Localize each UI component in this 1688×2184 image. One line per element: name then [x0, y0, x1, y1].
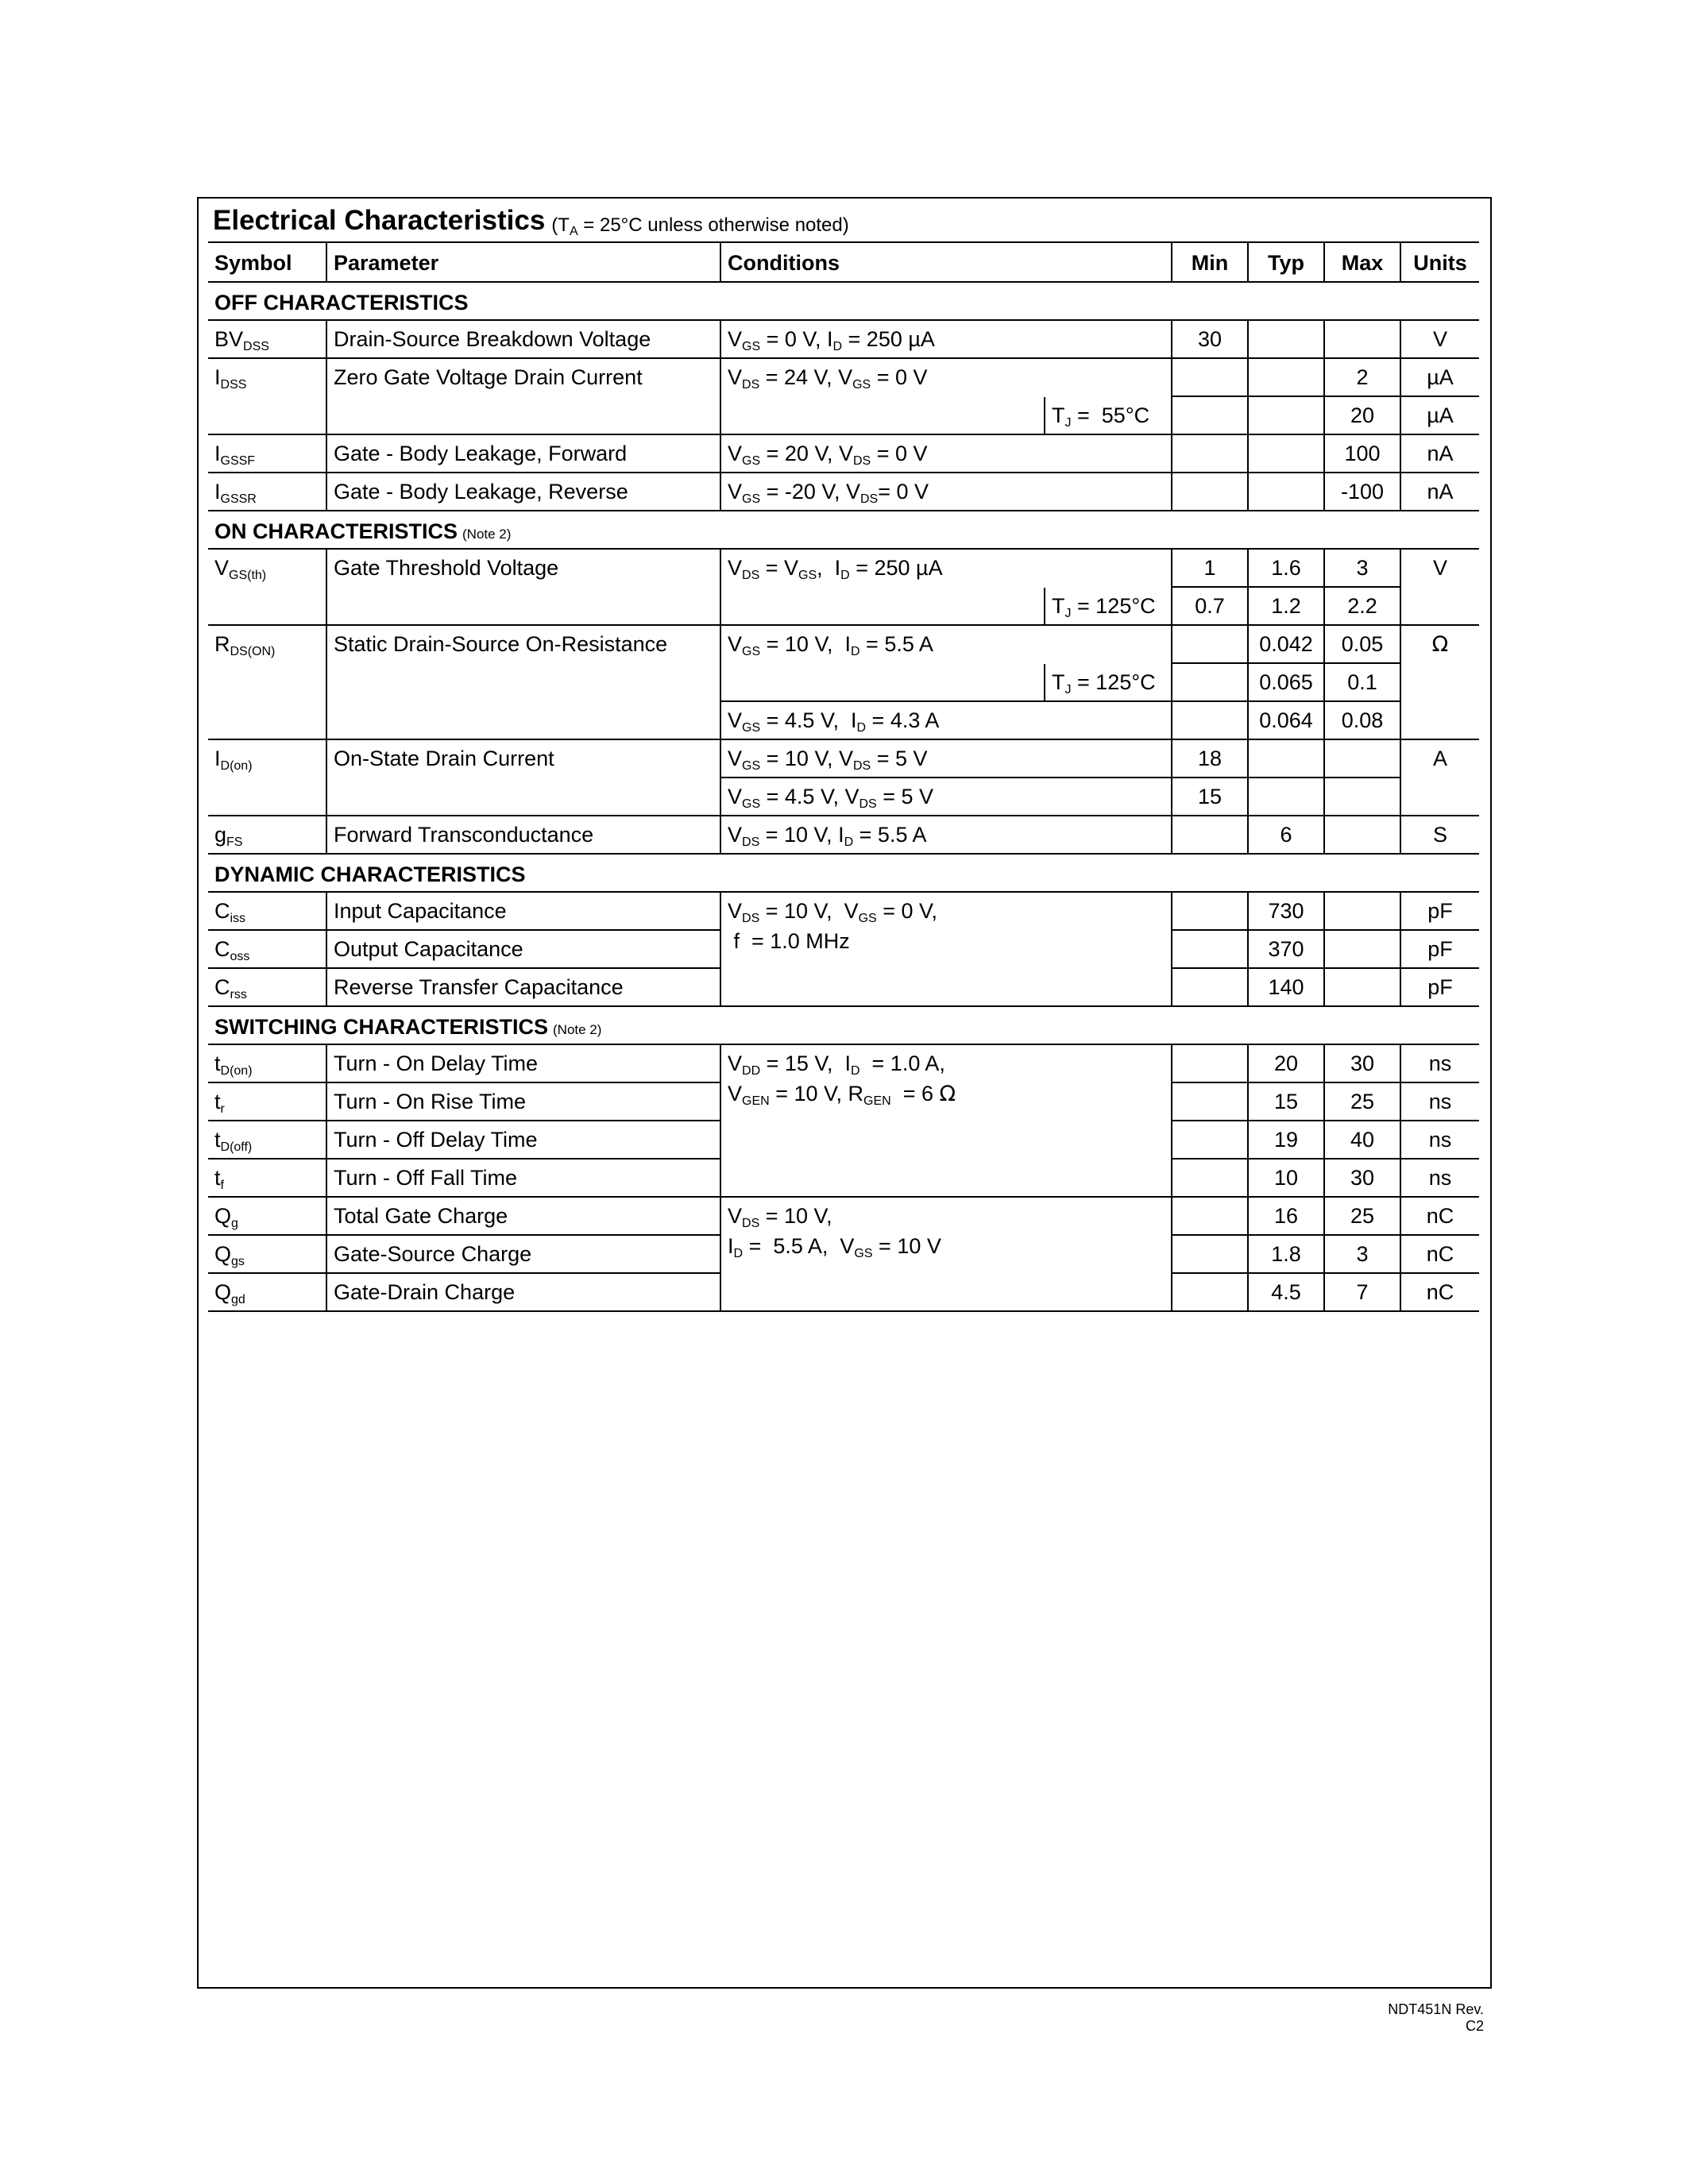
units-rdson: Ω	[1400, 626, 1479, 664]
cond-idon-1: $V_{GS} = 10$ V, $V_{DS} = 5$ V	[720, 740, 1171, 778]
section-switching: SWITCHING CHARACTERISTICS (Note 2)	[208, 1007, 1479, 1045]
max-tdoff: 40	[1323, 1121, 1400, 1160]
symbol-gfs: $g_{FS}$	[208, 816, 326, 855]
typ-igssr	[1247, 473, 1323, 511]
cond-switching-1: $V_{DD} = 15$ V, $I_D = 1.0$ A,	[720, 1045, 1171, 1083]
cond-idss-blank	[720, 397, 1044, 435]
cond-capacitance-blank	[720, 969, 1171, 1007]
max-idon-1	[1323, 740, 1400, 778]
typ-gfs: 6	[1247, 816, 1323, 855]
header-parameter: Parameter	[326, 243, 720, 283]
section-dynamic: DYNAMIC CHARACTERISTICS	[208, 855, 1479, 893]
typ-igssf	[1247, 435, 1323, 473]
max-tf: 30	[1323, 1160, 1400, 1198]
section-on: ON CHARACTERISTICS (Note 2)	[208, 511, 1479, 550]
min-tr	[1171, 1083, 1247, 1121]
typ-tdoff: 19	[1247, 1121, 1323, 1160]
param-rdson: Static Drain-Source On-Resistance	[326, 626, 720, 664]
min-idon-2: 15	[1171, 778, 1247, 816]
symbol-rdson: $R_{DS(ON)}$	[214, 632, 276, 658]
param-gfs: Forward Transconductance	[326, 816, 720, 855]
max-vgsth-2: 2.2	[1323, 588, 1400, 626]
units-idss-2: µA	[1400, 397, 1479, 435]
symbol-coss: $C_{oss}$	[208, 931, 326, 969]
min-rdson-2	[1171, 664, 1247, 702]
symbol-vgsth: $V_{GS(th)}$	[214, 556, 267, 582]
units-idon: A	[1400, 740, 1479, 778]
symbol-tdoff: $t_{D(off)}$	[208, 1121, 326, 1160]
param-vgsth: Gate Threshold Voltage	[326, 550, 720, 588]
symbol-idon-cont	[208, 778, 326, 816]
max-gfs	[1323, 816, 1400, 855]
symbol-idss-cont	[208, 397, 326, 435]
units-tf: ns	[1400, 1160, 1479, 1198]
cond-rdson-3: $V_{GS} = 4.5$ V, $I_D = 4.3$ A	[720, 702, 1171, 740]
cond-idss-1: $V_{DS} = 24$ V, $V_{GS} = 0$ V	[720, 359, 1171, 397]
typ-crss: 140	[1247, 969, 1323, 1007]
header-conditions: Conditions	[720, 243, 1171, 283]
symbol-idon: $I_{D(on)}$	[214, 747, 253, 773]
symbol-rdson-cont	[208, 664, 326, 702]
param-rdson-cont2	[326, 702, 720, 740]
min-tf	[1171, 1160, 1247, 1198]
units-idss-1: µA	[1400, 359, 1479, 397]
symbol-ciss: $C_{iss}$	[208, 893, 326, 931]
min-rdson-1	[1171, 626, 1247, 664]
typ-vgsth-2: 1.2	[1247, 588, 1323, 626]
typ-tdon: 20	[1247, 1045, 1323, 1083]
symbol-crss: $C_{rss}$	[208, 969, 326, 1007]
typ-tf: 10	[1247, 1160, 1323, 1198]
cond-igssr: $V_{GS} = -20$ V, $V_{DS}= 0$ V	[720, 473, 1171, 511]
typ-rdson-1: 0.042	[1247, 626, 1323, 664]
max-qgd: 7	[1323, 1274, 1400, 1312]
header-typ: Typ	[1247, 243, 1323, 283]
param-rdson-cont	[326, 664, 720, 702]
param-qgd: Gate-Drain Charge	[326, 1274, 720, 1312]
header-max: Max	[1323, 243, 1400, 283]
cond-gate-charge-2: $I_D = 5.5$ A, $V_{GS} = 10$ V	[720, 1236, 1171, 1274]
max-rdson-2: 0.1	[1323, 664, 1400, 702]
symbol-tdon: $t_{D(on)}$	[208, 1045, 326, 1083]
max-vgsth-1: 3	[1323, 550, 1400, 588]
units-coss: pF	[1400, 931, 1479, 969]
max-tdon: 30	[1323, 1045, 1400, 1083]
param-igssr: Gate - Body Leakage, Reverse	[326, 473, 720, 511]
units-rdson-cont2	[1400, 702, 1479, 740]
units-gfs: S	[1400, 816, 1479, 855]
max-crss	[1323, 969, 1400, 1007]
typ-qgd: 4.5	[1247, 1274, 1323, 1312]
units-vgsth-cont	[1400, 588, 1479, 626]
max-idon-2	[1323, 778, 1400, 816]
param-crss: Reverse Transfer Capacitance	[326, 969, 720, 1007]
param-bvdss: Drain-Source Breakdown Voltage	[326, 321, 720, 359]
cond-rdson-2: $T_J = 125^\circ C$	[1044, 664, 1171, 702]
param-qg: Total Gate Charge	[326, 1198, 720, 1236]
units-idon-cont	[1400, 778, 1479, 816]
title-conditions: ($T_A = 25^\circ C$ unless otherwise noted)	[551, 214, 849, 238]
param-ciss: Input Capacitance	[326, 893, 720, 931]
units-igssf: nA	[1400, 435, 1479, 473]
min-vgsth-1: 1	[1171, 550, 1247, 588]
units-rdson-cont	[1400, 664, 1479, 702]
max-rdson-3: 0.08	[1323, 702, 1400, 740]
typ-rdson-2: 0.065	[1247, 664, 1323, 702]
typ-vgsth-1: 1.6	[1247, 550, 1323, 588]
cond-rdson-blank	[720, 664, 1044, 702]
cond-vgsth-blank	[720, 588, 1044, 626]
symbol-vgsth-cont	[208, 588, 326, 626]
param-qgs: Gate-Source Charge	[326, 1236, 720, 1274]
units-qgd: nC	[1400, 1274, 1479, 1312]
param-tdoff: Turn - Off Delay Time	[326, 1121, 720, 1160]
param-vgsth-cont	[326, 588, 720, 626]
cond-vgsth-2: $T_J = 125^\circ C$	[1044, 588, 1171, 626]
electrical-characteristics-table	[208, 203, 1479, 1312]
table-title-bar	[208, 203, 1479, 243]
cond-gfs: $V_{DS} = 10$ V, $I_D = 5.5$ A	[720, 816, 1171, 855]
units-qg: nC	[1400, 1198, 1479, 1236]
cond-gate-charge-blank	[720, 1274, 1171, 1312]
symbol-rdson-cont2	[208, 702, 326, 740]
typ-rdson-3: 0.064	[1247, 702, 1323, 740]
min-idss-1	[1171, 359, 1247, 397]
units-ciss: pF	[1400, 893, 1479, 931]
min-bvdss: 30	[1171, 321, 1247, 359]
cond-bvdss: $V_{GS} = 0$ V, $I_D = 250$ µA	[720, 321, 1171, 359]
table-title: Electrical Characteristics	[213, 205, 546, 236]
min-rdson-3	[1171, 702, 1247, 740]
cond-switching-blank-2	[720, 1160, 1171, 1198]
units-igssr: nA	[1400, 473, 1479, 511]
cond-switching-2: $V_{GEN} = 10$ V, $R_{GEN} = 6$ Ω	[720, 1083, 1171, 1121]
units-tr: ns	[1400, 1083, 1479, 1121]
typ-ciss: 730	[1247, 893, 1323, 931]
units-tdon: ns	[1400, 1045, 1479, 1083]
param-tf: Turn - Off Fall Time	[326, 1160, 720, 1198]
cond-switching-blank	[720, 1121, 1171, 1160]
max-bvdss	[1323, 321, 1400, 359]
max-idss-2: 20	[1323, 397, 1400, 435]
min-qg	[1171, 1198, 1247, 1236]
symbol-qg: $Q_g$	[208, 1198, 326, 1236]
max-qg: 25	[1323, 1198, 1400, 1236]
min-gfs	[1171, 816, 1247, 855]
footer-revision: NDT451N Rev. C2	[1388, 2001, 1484, 2034]
max-igssr: -100	[1323, 473, 1400, 511]
typ-idss-1	[1247, 359, 1323, 397]
header-min: Min	[1171, 243, 1247, 283]
param-idon-cont	[326, 778, 720, 816]
max-idss-1: 2	[1323, 359, 1400, 397]
units-tdoff: ns	[1400, 1121, 1479, 1160]
units-vgsth: V	[1400, 550, 1479, 588]
min-igssr	[1171, 473, 1247, 511]
typ-coss: 370	[1247, 931, 1323, 969]
cond-igssf: $V_{GS} = 20$ V, $V_{DS} = 0$ V	[720, 435, 1171, 473]
min-qgs	[1171, 1236, 1247, 1274]
typ-qgs: 1.8	[1247, 1236, 1323, 1274]
symbol-bvdss: $BV_{DSS}$	[208, 321, 326, 359]
min-igssf	[1171, 435, 1247, 473]
header-units: Units	[1400, 243, 1479, 283]
min-qgd	[1171, 1274, 1247, 1312]
header-symbol: Symbol	[208, 243, 326, 283]
min-idss-2	[1171, 397, 1247, 435]
typ-qg: 16	[1247, 1198, 1323, 1236]
min-idon-1: 18	[1171, 740, 1247, 778]
param-tdon: Turn - On Delay Time	[326, 1045, 720, 1083]
max-qgs: 3	[1323, 1236, 1400, 1274]
param-idss: Zero Gate Voltage Drain Current	[326, 359, 720, 397]
min-vgsth-2: 0.7	[1171, 588, 1247, 626]
section-off: OFF CHARACTERISTICS	[208, 283, 1479, 321]
max-tr: 25	[1323, 1083, 1400, 1121]
cond-gate-charge-1: $V_{DS} = 10$ V,	[720, 1198, 1171, 1236]
typ-idon-1	[1247, 740, 1323, 778]
cond-rdson-1: $V_{GS} = 10$ V, $I_D = 5.5$ A	[720, 626, 1171, 664]
typ-idon-2	[1247, 778, 1323, 816]
param-idss-cont	[326, 397, 720, 435]
typ-idss-2	[1247, 397, 1323, 435]
symbol-idss: $I_{DSS}$	[214, 365, 247, 392]
symbol-tf: $t_f$	[208, 1160, 326, 1198]
symbol-tr: $t_r$	[208, 1083, 326, 1121]
units-crss: pF	[1400, 969, 1479, 1007]
symbol-igssf: $I_{GSSF}$	[208, 435, 326, 473]
min-ciss	[1171, 893, 1247, 931]
table-grid	[208, 243, 1479, 1312]
max-igssf: 100	[1323, 435, 1400, 473]
max-rdson-1: 0.05	[1323, 626, 1400, 664]
min-crss	[1171, 969, 1247, 1007]
param-igssf: Gate - Body Leakage, Forward	[326, 435, 720, 473]
typ-tr: 15	[1247, 1083, 1323, 1121]
symbol-qgs: $Q_{gs}$	[208, 1236, 326, 1274]
min-tdoff	[1171, 1121, 1247, 1160]
symbol-igssr: $I_{GSSR}$	[208, 473, 326, 511]
cond-capacitance: $V_{DS} = 10$ V, $V_{GS} = 0$ V,	[720, 893, 1171, 931]
min-tdon	[1171, 1045, 1247, 1083]
cond-idss-2: $T_J = 55^\circ C$	[1044, 397, 1171, 435]
min-coss	[1171, 931, 1247, 969]
param-tr: Turn - On Rise Time	[326, 1083, 720, 1121]
units-bvdss: V	[1400, 321, 1479, 359]
cond-idon-2: $V_{GS} = 4.5$ V, $V_{DS} = 5$ V	[720, 778, 1171, 816]
typ-bvdss	[1247, 321, 1323, 359]
max-ciss	[1323, 893, 1400, 931]
max-coss	[1323, 931, 1400, 969]
cond-capacitance-2: f = 1.0 MHz	[720, 931, 1171, 969]
cond-vgsth-1: $V_{DS} = V_{GS}$, $I_D = 250$ µA	[720, 550, 1171, 588]
symbol-qgd: $Q_{gd}$	[208, 1274, 326, 1312]
units-qgs: nC	[1400, 1236, 1479, 1274]
param-idon: On-State Drain Current	[326, 740, 720, 778]
param-coss: Output Capacitance	[326, 931, 720, 969]
